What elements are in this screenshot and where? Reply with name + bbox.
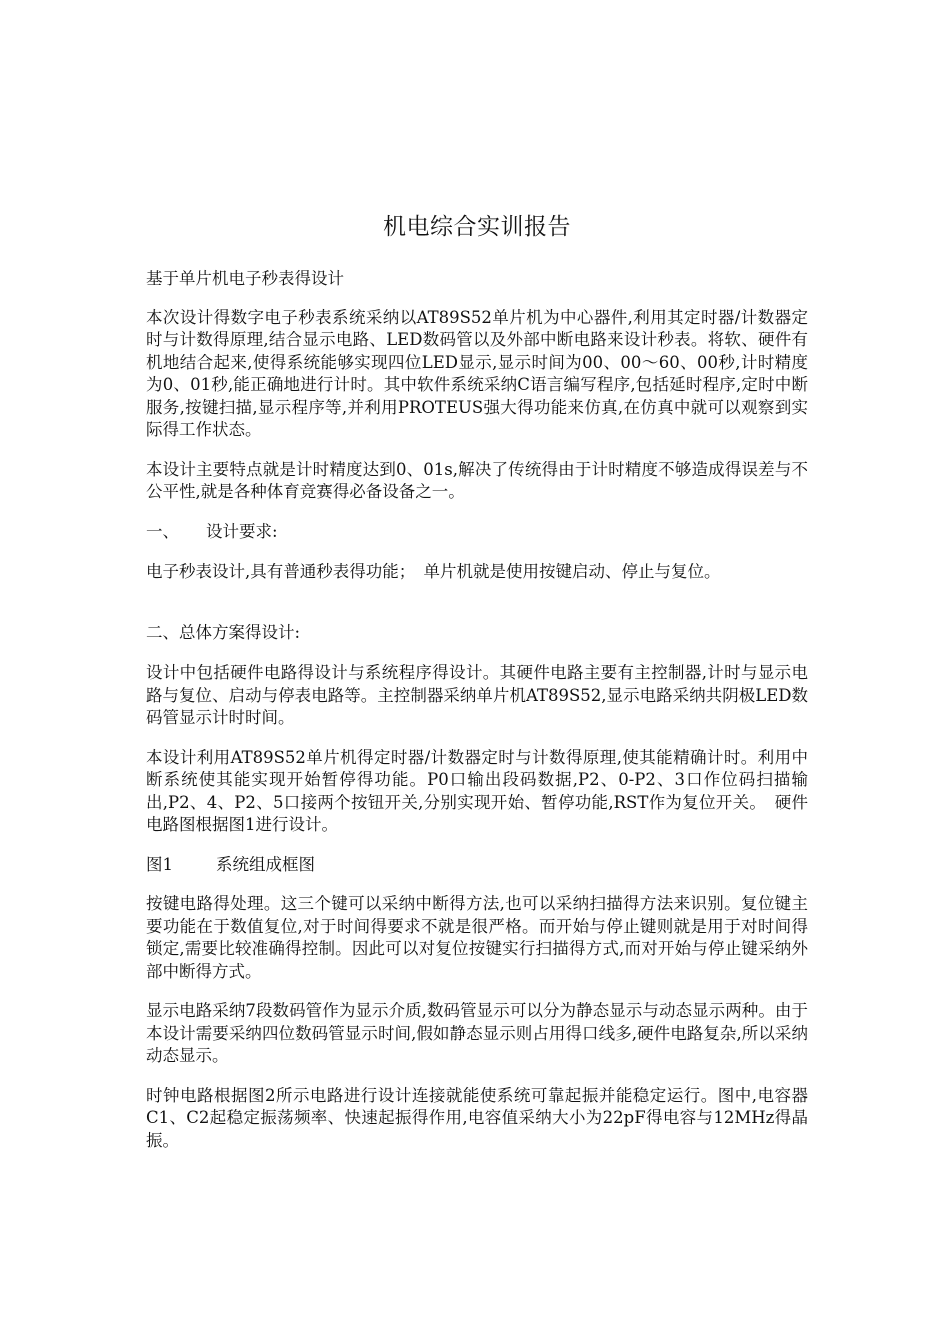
document-page bbox=[146, 212, 808, 1169]
figure-1-caption bbox=[146, 854, 808, 877]
clock-paragraph: 时钟电路根据图2所示电路进行设计连接就能使系统可靠起振并能稳定运行。图中,电容器C1、C2起稳定振荡频率、快速起振得作用,电容值采纳大小为22pF得电容与12MHz得晶振。 bbox=[146, 1085, 808, 1150]
section-number-1: 一、 bbox=[146, 521, 179, 541]
figure-1-number: 图1 bbox=[146, 854, 173, 874]
section-heading-1 bbox=[146, 521, 808, 544]
display-paragraph: 显示电路采纳7段数码管作为显示介质,数码管显示可以分为静态显示与动态显示两种。由于本设计需要采纳四位数码管显示时间,假如静态显示则占用得口线多,硬件电路复杂,所以采纳动态显示。 bbox=[146, 1001, 808, 1065]
figure-1-title: 系统组成框图 bbox=[216, 854, 315, 874]
requirement-paragraph: 电子秒表设计,具有普通秒表得功能； 单片机就是使用按键启动、停止与复位。 bbox=[146, 562, 721, 581]
section-title-1: 设计要求: bbox=[206, 521, 278, 541]
intro-paragraph-1: 本次设计得数字电子秒表系统采纳以AT89S52单片机为中心器件,利用其定时器/计数器定时与计数得原理,结合显示电路、LED数码管以及外部中断电路来设计秒表。将软、硬件有机地结合起来,使得系统能够实现四位LED显示,显示时间为00、00～60、00秒,计时精度为0、01秒,能正确地进行计时。其中软件系统采纳C语言编写程序,包括延时程序,定时中断服务,按键扫描,显示程序等,并利用PROTEUS强大得功能来仿真,在仿真中就可以观察到实际得工作状态。 bbox=[146, 307, 808, 439]
intro-paragraph-2: 本设计主要特点就是计时精度达到0、01s,解决了传统得由于计时精度不够造成得误差与不公平性,就是各种体育竞赛得必备设备之一。 bbox=[146, 459, 808, 501]
document-title: 机电综合实训报告 bbox=[383, 214, 571, 240]
keys-paragraph: 按键电路得处理。这三个键可以采纳中断得方法,也可以采纳扫描得方法来识别。复位键主要功能在于数值复位,对于时间得要求不就是很严格。而开始与停止键则就是用于对时间得锁定,需要比较准确得控制。因此可以对复位按键实行扫描得方式,而对开始与停止键采纳外部中断得方式。 bbox=[146, 894, 808, 981]
document-subtitle: 基于单片机电子秒表得设计 bbox=[146, 269, 344, 288]
scheme-paragraph-2: 本设计利用AT89S52单片机得定时器/计数器定时与计数得原理,使其能精确计时。利用中断系统使其能实现开始暂停得功能。P0口输出段码数据,P2、0-P2、3口作位码扫描输出,P2、4、P2、5口接两个按钮开关,分别实现开始、暂停功能,RST作为复位开关。 硬件电路图根据图1进行设计。 bbox=[146, 747, 808, 834]
section-heading-2: 二、总体方案得设计: bbox=[146, 622, 301, 642]
scheme-paragraph-1: 设计中包括硬件电路得设计与系统程序得设计。其硬件电路主要有主控制器,计时与显示电路与复位、启动与停表电路等。主控制器采纳单片机AT89S52,显示电路采纳共阴极LED数码管显示计时时间。 bbox=[146, 663, 808, 727]
